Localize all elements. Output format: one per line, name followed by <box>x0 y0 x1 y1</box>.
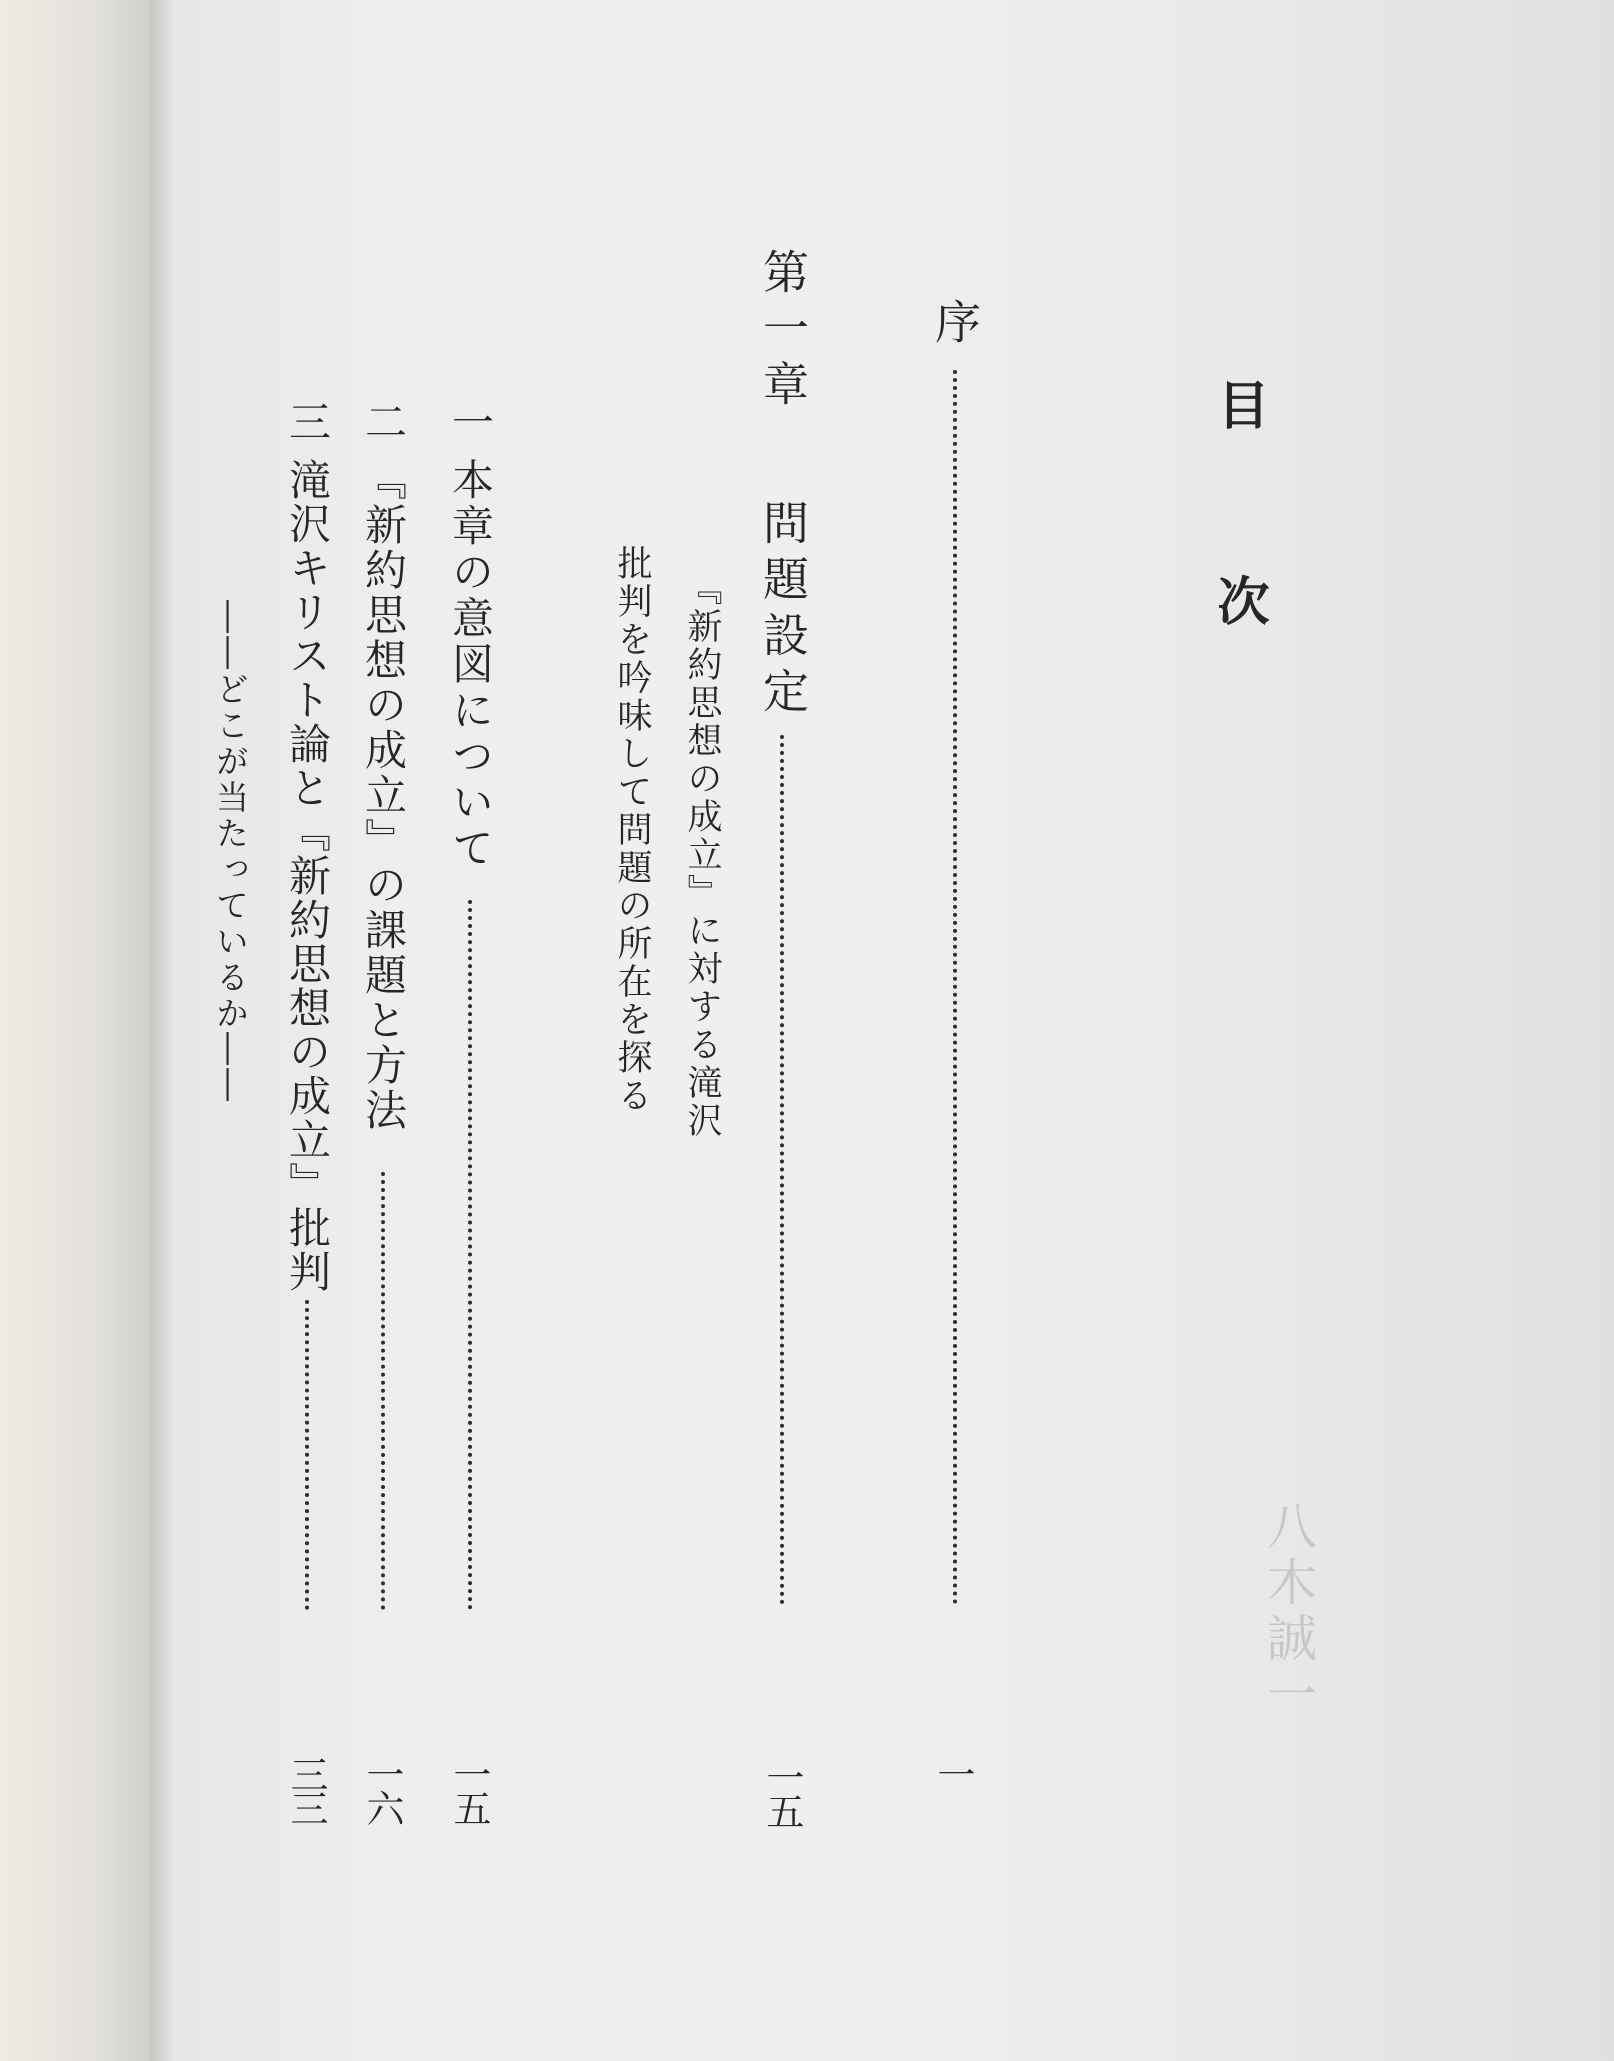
toc-leader-section-1 <box>468 900 472 1610</box>
toc-leader-section-2 <box>381 1172 385 1610</box>
toc-leader-section-3 <box>305 1300 309 1610</box>
toc-section-3-title: 滝沢キリスト論と『新約思想の成立』批判 <box>283 458 332 1294</box>
page-title-char-2: 次 <box>1208 574 1269 627</box>
toc-page-number-preface: 一 <box>931 1755 975 1793</box>
toc-page-number-section-2: 一六 <box>360 1755 404 1823</box>
chapter-description-line-2: 批判を吟味して問題の所在を探る <box>612 545 652 1115</box>
page-title <box>1208 378 1269 627</box>
toc-section-2-number: 二 <box>359 400 408 442</box>
toc-section-1-number: 一 <box>446 400 495 442</box>
bleed-through-text: 八木誠一 <box>1259 1500 1317 1724</box>
toc-section-1-title: 本章の意図について <box>446 458 495 872</box>
toc-section-3-subtitle: ――どこが当たっているか―― <box>211 600 250 1104</box>
toc-leader-chapter1 <box>780 735 784 1605</box>
toc-section-3-number: 三 <box>283 400 332 442</box>
toc-page-number-section-1: 一五 <box>447 1755 491 1823</box>
toc-leader-preface <box>953 370 957 1605</box>
page-title-char-1: 目 <box>1208 378 1269 430</box>
chapter-description-line-1: 『新約思想の成立』に対する滝沢 <box>682 570 722 1140</box>
toc-page-number-chapter1: 一五 <box>760 1758 804 1826</box>
toc-section-2-title: 『新約思想の成立』の課題と方法 <box>359 458 408 1133</box>
toc-entry-preface-label: 序 <box>928 298 982 344</box>
toc-page-number-section-3: 三三 <box>284 1755 328 1823</box>
chapter-heading <box>756 248 810 724</box>
chapter-title: 問題設定 <box>756 499 810 724</box>
chapter-number: 第一章 <box>756 248 810 416</box>
